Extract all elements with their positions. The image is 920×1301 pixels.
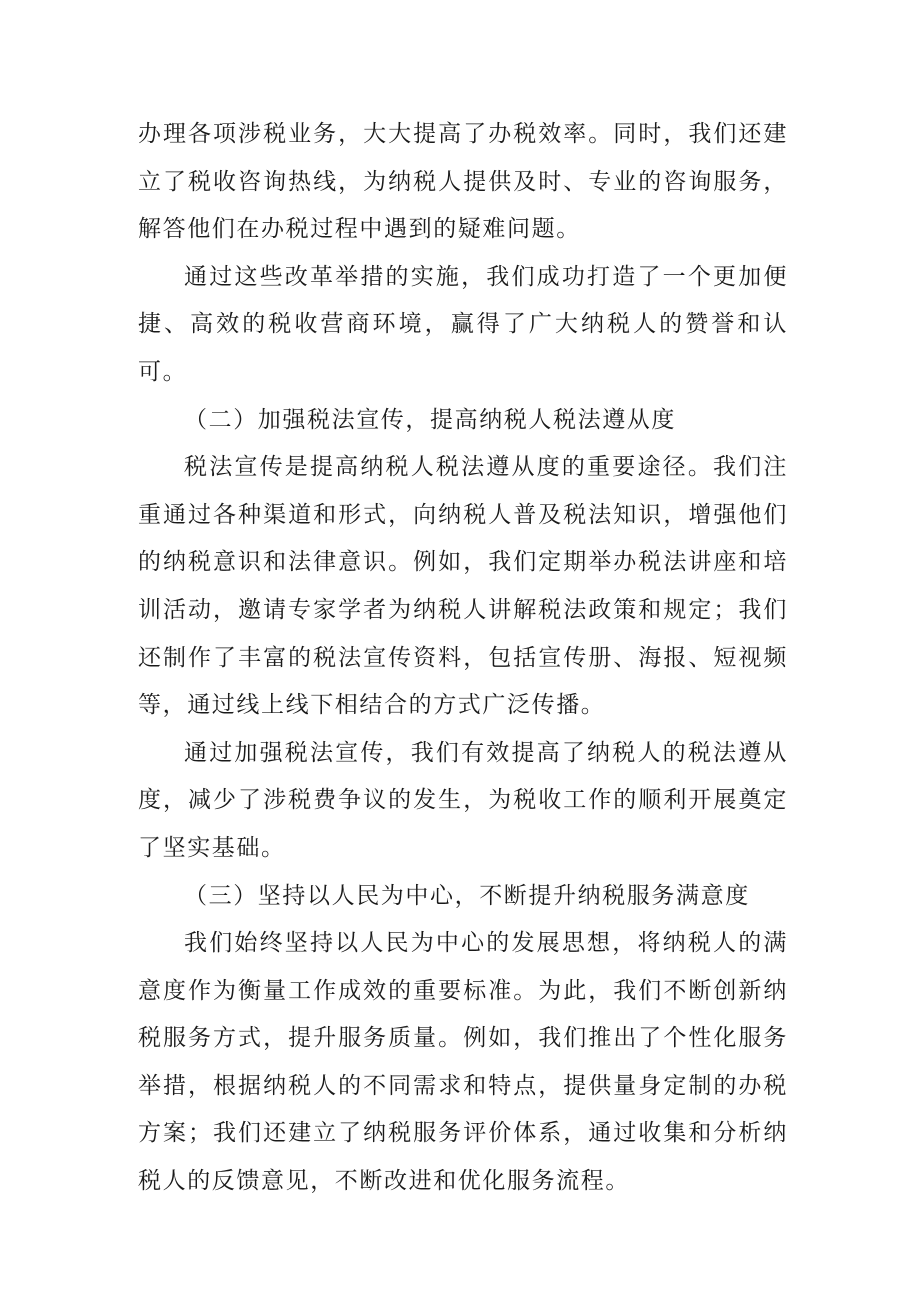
- paragraph: 我们始终坚持以人民为中心的发展思想，将纳税人的满意度作为衡量工作成效的重要标准。为此，我们不断创新纳税服务方式，提升服务质量。例如，我们推出了个性化服务举措，根据纳税人的不同需求和特点，提供量身定制的办税方案；我们还建立了纳税服务评价体系，通过收集和分析纳税人的反馈意见，不断改进和优化服务流程。: [138, 930, 788, 1195]
- document-body: [138, 111, 788, 1206]
- paragraph: 税法宣传是提高纳税人税法遵从度的重要途径。我们注重通过各种渠道和形式，向纳税人普及税法知识，增强他们的纳税意识和法律意识。例如，我们定期举办税法讲座和培训活动，邀请专家学者为纳税人讲解税法政策和规定；我们还制作了丰富的税法宣传资料，包括宣传册、海报、短视频等，通过线上线下相结合的方式广泛传播。: [138, 454, 788, 719]
- paragraph-continued: 办理各项涉税业务，大大提高了办税效率。同时，我们还建立了税收咨询热线，为纳税人提供及时、专业的咨询服务，解答他们在办税过程中遇到的疑难问题。: [138, 121, 788, 243]
- section-heading: （三）坚持以人民为中心，不断提升纳税服务满意度: [184, 882, 750, 909]
- paragraph: 通过这些改革举措的实施，我们成功打造了一个更加便捷、高效的税收营商环境，赢得了广大纳税人的赞誉和认可。: [138, 263, 788, 385]
- section-heading: （二）加强税法宣传，提高纳税人税法遵从度: [184, 406, 676, 433]
- paragraph: 通过加强税法宣传，我们有效提高了纳税人的税法遵从度，减少了涉税费争议的发生，为税收工作的顺利开展奠定了坚实基础。: [138, 739, 788, 861]
